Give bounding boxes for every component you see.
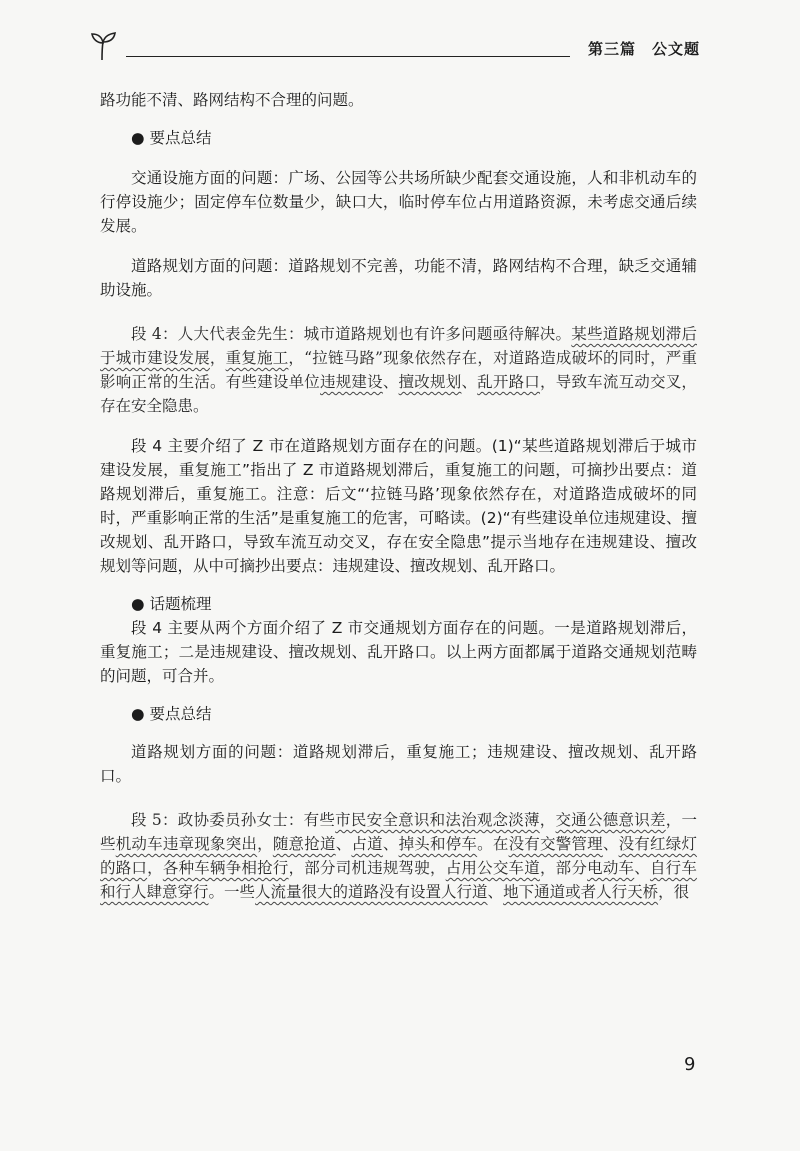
highlight-no-police: 没有交警管理: [508, 835, 603, 853]
header-part: 第三篇: [587, 40, 636, 58]
paragraph-summary-planning: 道路规划方面的问题：道路规划不完善，功能不清，路网结构不合理，缺乏交通辅助设施。: [100, 257, 697, 299]
sprout-icon: [88, 30, 128, 66]
paragraph-topic: 段 4 主要从两个方面介绍了 Z 市交通规划方面存在的问题。一是道路规划滞后，重复施工；二是违规建设、擅改规划、乱开路口。以上两方面都属于道路交通规划范畴的问题，可合并。: [100, 619, 697, 685]
paragraph-summary-3: 道路规划方面的问题：道路规划滞后，重复施工；违规建设、擅改规划、乱开路口。: [100, 743, 697, 785]
highlight-illegal-construction: 违规建设: [320, 373, 383, 391]
bullet-heading-summary-1: ● 要点总结: [131, 129, 212, 147]
bullet-heading-topic: ● 话题梳理: [131, 595, 212, 613]
quote-segment-5-part: ，部分: [539, 859, 588, 877]
highlight-lag: 某些道路规划滞后于城市建设发展: [100, 325, 697, 367]
quote-segment-4-part: 有些建设单位: [225, 373, 320, 391]
highlight-scramble: 各种车辆争相抢行: [162, 859, 289, 877]
quote-segment-4-part: ，导致车流互动交叉，存在安全隐患。: [100, 373, 697, 415]
quote-segment-4-part: 、: [382, 373, 399, 391]
highlight-no-crossing: 地下通道或者人行天桥: [503, 883, 659, 901]
quote-segment-5-part: 段 5：政协委员孙女士：有些: [131, 811, 336, 829]
quote-segment-5-part: ，: [147, 859, 163, 877]
highlight-open-crossing: 乱开路口: [477, 373, 541, 391]
highlight-awareness: 市民安全意识和法治观念淡薄: [335, 811, 540, 829]
highlight-repeat-construction: 重复施工: [225, 349, 289, 367]
quote-segment-5-part: 、: [634, 859, 650, 877]
highlight-ebikes: 电动车: [587, 859, 635, 877]
quote-segment-5-part: 、: [382, 835, 399, 853]
paragraph-analysis: 段 4 主要介绍了 Z 市在道路规划方面存在的问题。(1)“某些道路规划滞后于城市建设发展，重复施工”指出了 Z 市道路规划滞后，重复施工的问题，可摘抄出要点：道路规划滞后，重复施工。注意：后文“‘拉链马路’现象依然存在，对道路造成破坏的同时，严重影响正常的生活”是重复施工的危害，可略读。(2)“有些建设单位违规建设、擅改规划、乱开路口，导致车流互动交叉，存在安全隐患”提示当地存在违规建设、擅改规划等问题，从中可摘抄出要点：违规建设、擅改规划、乱开路口。: [100, 437, 697, 575]
quote-segment-5-part: 、: [335, 835, 352, 853]
highlight-no-lights: 没有红绿灯的路口: [100, 835, 697, 877]
quote-segment-5-part: ，一些: [100, 811, 697, 853]
quote-segment-5-part: 、: [487, 883, 504, 901]
highlight-no-sidewalk: 人流量很大的道路没有设置人行道: [255, 883, 488, 901]
header-topic: 公文题: [651, 40, 700, 58]
quote-segment-4-part: ，: [209, 349, 226, 367]
highlight-jaywalk: 自行车和行人肆意穿行: [100, 859, 697, 901]
header-title: [588, 38, 700, 59]
page-number: 9: [684, 1054, 696, 1075]
quote-segment-5-part: 。在: [477, 835, 509, 853]
paragraph-continued: 路功能不清、路网结构不合理的问题。: [100, 91, 364, 109]
quote-segment-4: [100, 322, 697, 418]
paragraph-summary-facilities: 交通设施方面的问题：广场、公园等公共场所缺少配套交通设施，人和非机动车的行停设施少；固定停车位数量少，缺口大，临时停车位占用道路资源，未考虑交通后续发展。: [100, 169, 697, 235]
highlight-bus-lane: 占用公交车道: [445, 859, 540, 877]
quote-segment-5-part: ，: [257, 835, 273, 853]
highlight-violation: 机动车违章现象突出: [115, 835, 258, 853]
quote-segment-5-part: ，: [539, 811, 556, 829]
quote-segment-5-part: 、: [602, 835, 619, 853]
bullet-heading-summary-2: ● 要点总结: [131, 705, 212, 723]
quote-segment-5-part: ，部分司机违规驾驶，: [288, 859, 446, 877]
quote-segment-5-part: 。一些: [208, 883, 256, 901]
page-body: [100, 88, 697, 904]
highlight-grab-lane: 随意抢道: [272, 835, 336, 853]
quote-segment-4-part: 段 4：人大代表金先生：城市道路规划也有许多问题亟待解决。: [131, 325, 572, 343]
quote-segment-5: [100, 808, 697, 904]
highlight-uturn-park: 掉头和停车: [398, 835, 478, 853]
quote-segment-4-part: ，“拉链马路”现象依然存在，对道路造成破坏的同时，严重影响正常的生活。: [100, 349, 697, 391]
highlight-ethics: 交通公德意识差: [555, 811, 666, 829]
quote-segment-4-part: 、: [461, 373, 478, 391]
highlight-alter-plan: 擅改规划: [398, 373, 462, 391]
running-header: [88, 30, 708, 64]
header-rule: [126, 56, 570, 57]
quote-segment-5-part: ，很: [658, 883, 690, 901]
highlight-occupy-road: 占道: [351, 835, 383, 853]
